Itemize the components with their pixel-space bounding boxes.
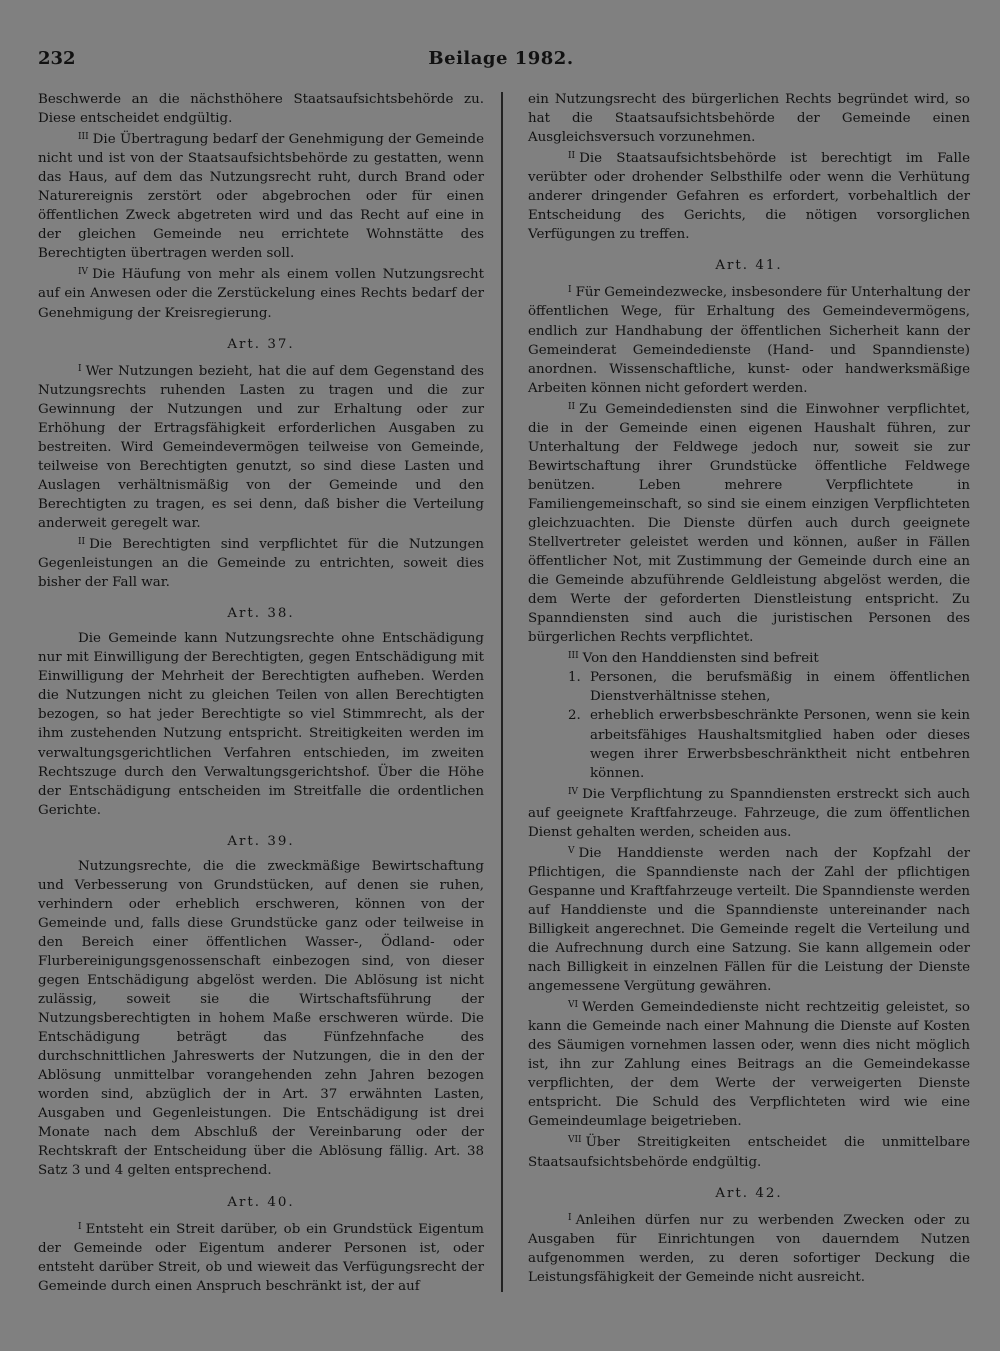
paragraph: $^{VI}$ Werden Gemeindedienste nicht rechtzeitig geleistet, so kann die Gemeinde nach einer Mahnung die Dienste auf Kosten des Säumigen vornehmen lassen oder, wenn dies nicht möglich ist, ihn zur Zahlung eines Beitrags an die Gemeindekasse verpflichten, der dem Werte der verweigerten Dienste entspricht. Die Schuld des Verpflichteten wird wie eine Gemeindeumlage beigetrieben. bbox=[528, 1000, 970, 1130]
paragraph: $^{II}$ Zu Gemeindediensten sind die Einwohner verpflichtet, die in der Gemeinde einen eigenen Haushalt führen, zur Unterhaltung der Feldwege jedoch nur, soweit sie zur Bewirtschaftung ihrer Grundstücke öffentliche Feldwege benützen. Leben mehrere Verpflichtete in Familiengemeinschaft, so sind sie einem einzigen Verpflichteten gleichzuachten. Die Dienste dürfen auch durch geeignete Stellvertreter geleistet werden und können, außer in Fällen öffentlicher Not, mit Zustimmung der Gemeinde durch eine an die Gemeinde abzuführende Geldleistung abgelöst werden, die dem Werte der geforderten Dienstleistung entspricht. Zu Spanndiensten sind auch die juristischen Personen des bürgerlichen Rechts verpflichtet. bbox=[528, 401, 970, 646]
paragraph: Die Gemeinde kann Nutzungsrechte ohne Entschädigung nur mit Einwilligung der Berechtigten, gegen Entschädigung mit Einwilligung der Mehrheit der Berechtigten aufheben. Werden die Nutzungen nicht zu gleichen Teilen von allen Berechtigten bezogen, so hat jeder Berechtigte so viel Stimmrecht, als der ihm zustehenden Nutzung entspricht. Streitigkeiten werden im verwaltungsgerichtlichen Verfahren entschieden, im zweiten Rechtszuge durch den Verwaltungsgerichtshof. Über die Höhe der Entschädigung entscheiden im Streitfalle die ordentlichen Gerichte. bbox=[38, 631, 484, 818]
paragraph: $^I$ Für Gemeindezwecke, insbesondere für Unterhaltung der öffentlichen Wege, für Erhaltung des Gemeindevermögens, endlich zur Handhabung der öffentlichen Sicherheit kann der Gemeinderat Gemeindedienste (Hand- und Spanndienste) anordnen. Wissenschaftliche, kunst- oder handwerksmäßige Arbeiten können nicht gefordert werden. bbox=[528, 285, 970, 396]
paragraph: $^{III}$ Die Übertragung bedarf der Genehmigung der Gemeinde nicht und ist von der Staatsaufsichtsbehörde zu gestatten, wenn das Haus, auf dem das Nutzungsrecht ruht, durch Brand oder Naturereignis zerstört oder abgebrochen oder für einen öffentlichen Zweck abgetreten wird und das Recht auf eine in der gleichen Gemeinde neu errichtete Wohnstätte des Berechtigten übertragen werden soll. bbox=[38, 132, 484, 262]
paragraph: $^I$ Anleihen dürfen nur zu werbenden Zwecken oder zu Ausgaben für Einrichtungen von dauerndem Nutzen aufgenommen werden, zu deren sofortiger Deckung die Leistungsfähigkeit der Gemeinde nicht ausreicht. bbox=[528, 1212, 970, 1285]
paragraph: $^{IV}$ Die Verpflichtung zu Spanndiensten erstreckt sich auch auf geeignete Kraftfahrzeuge. Fahrzeuge, die zum öffentlichen Dienst gehalten werden, scheiden aus. bbox=[528, 786, 970, 840]
paragraph: $^{IV}$ Die Häufung von mehr als einem vollen Nutzungsrecht auf ein Anwesen oder die Zerstückelung eines Rechts bedarf der Genehmigung der Kreisregierung. bbox=[38, 267, 484, 321]
paragraph: $^I$ Wer Nutzungen bezieht, hat die auf dem Gegenstand des Nutzungsrechts ruhenden Lasten zu tragen und die zur Gewinnung der Nutzungen und zur Erhaltung oder zur Erhöhung der Ertragsfähigkeit erforderlichen Ausgaben zu bestreiten. Wird Gemeindevermögen teilweise von Gemeinde, teilweise von Berechtigten genutzt, so sind diese Lasten und Auslagen verhältnismäßig von der Gemeinde und den Berechtigten zu tragen, es sei denn, daß bisher die Verteilung anderweit geregelt war. bbox=[38, 363, 484, 531]
list-item: 1. Personen, die berufsmäßig in einem öffentlichen Dienstverhältnisse stehen, bbox=[568, 670, 970, 705]
right-column bbox=[528, 90, 970, 1287]
paragraph: ein Nutzungsrecht des bürgerlichen Rechts begründet wird, so hat die Staatsaufsichtsbehörde der Gemeinde einen Ausgleichsversuch vorzunehmen. bbox=[528, 92, 970, 146]
article-heading: Art. 41. bbox=[715, 258, 783, 274]
article-heading: Art. 42. bbox=[715, 1185, 783, 1201]
article-heading: Art. 39. bbox=[227, 833, 295, 849]
left-column bbox=[38, 90, 484, 1296]
page-header bbox=[38, 44, 964, 74]
paragraph: $^{II}$ Die Berechtigten sind verpflichtet für die Nutzungen Gegenleistungen an die Gemeinde zu entrichten, soweit dies bisher der Fall war. bbox=[38, 537, 484, 591]
article-heading: Art. 38. bbox=[227, 606, 295, 622]
paragraph: $^{VII}$ Über Streitigkeiten entscheidet die unmittelbare Staatsaufsichtsbehörde endgültig. bbox=[528, 1135, 970, 1170]
paragraph: $^I$ Entsteht ein Streit darüber, ob ein Grundstück Eigentum der Gemeinde oder Eigentum anderer Personen ist, oder entsteht darüber Streit, ob und wieweit das Verfügungsrecht der Gemeinde durch einen Anspruch beschränkt ist, der auf bbox=[38, 1221, 484, 1294]
paragraph: $^V$ Die Handdienste werden nach der Kopfzahl der Pflichtigen, die Spanndienste nach der Zahl der pflichtigen Gespanne und Kraftfahrzeuge verteilt. Die Spanndienste werden auf Handdienste und die Spanndienste untereinander nach Billigkeit angerechnet. Die Gemeinde regelt die Verteilung und die Aufrechnung durch eine Satzung. Sie kann allgemein oder nach Billigkeit in einzelnen Fällen für die Leistung der Dienste angemessene Vergütung gewähren. bbox=[528, 845, 970, 995]
paragraph: $^{III}$ Von den Handdiensten sind befreit bbox=[568, 651, 819, 667]
paragraph: $^{II}$ Die Staatsaufsichtsbehörde ist berechtigt im Falle verübter oder drohender Selbsthilfe oder wenn die Verhütung anderer dringender Gefahren es erfordert, vorbehaltlich der Entscheidung des Gerichts, die nötigen vorsorglichen Verfügungen zu treffen. bbox=[528, 151, 970, 243]
running-title: Beilage 1982. bbox=[428, 48, 574, 69]
list-item: 2. erheblich erwerbsbeschränkte Personen, wenn sie kein arbeitsfähiges Haushaltsmitglied haben oder dieses wegen ihrer Erwerbsbeschränktheit nicht entbehren können. bbox=[568, 708, 970, 781]
paragraph: Nutzungsrechte, die die zweckmäßige Bewirtschaftung und Verbesserung von Grundstücken, auf denen sie ruhen, verhindern oder erheblich erschweren, können von der Gemeinde und, falls diese Grundstücke ganz oder teilweise in den Bereich einer öffentlichen Wasser-, Ödland- oder Flurbereinigungsgenossenschaft einbezogen sind, von dieser gegen Entschädigung abgelöst werden. Die Ablösung ist nicht zulässig, soweit sie die Wirtschaftsführung der Nutzungsberechtigten in hohem Maße erschweren würde. Die Entschädigung beträgt das Fünfzehnfache des durchschnittlichen Jahreswerts der Nutzungen, die in den der Ablösung unmittelbar vorangehenden zehn Jahren bezogen worden sind, abzüglich der in Art. 37 erwähnten Lasten, Ausgaben und Gegenleistungen. Die Entschädigung ist drei Monate nach dem Abschluß der Vereinbarung oder der Rechtskraft der Entscheidung über die Ablösung fällig. Art. 38 Satz 3 und 4 gelten entsprechend. bbox=[38, 858, 484, 1179]
column-divider bbox=[501, 92, 503, 1292]
article-heading: Art. 37. bbox=[227, 336, 295, 352]
paragraph: Beschwerde an die nächsthöhere Staatsaufsichtsbehörde zu. Diese entscheidet endgültig. bbox=[38, 92, 484, 127]
article-heading: Art. 40. bbox=[227, 1194, 295, 1210]
page-number: 232 bbox=[38, 48, 76, 69]
